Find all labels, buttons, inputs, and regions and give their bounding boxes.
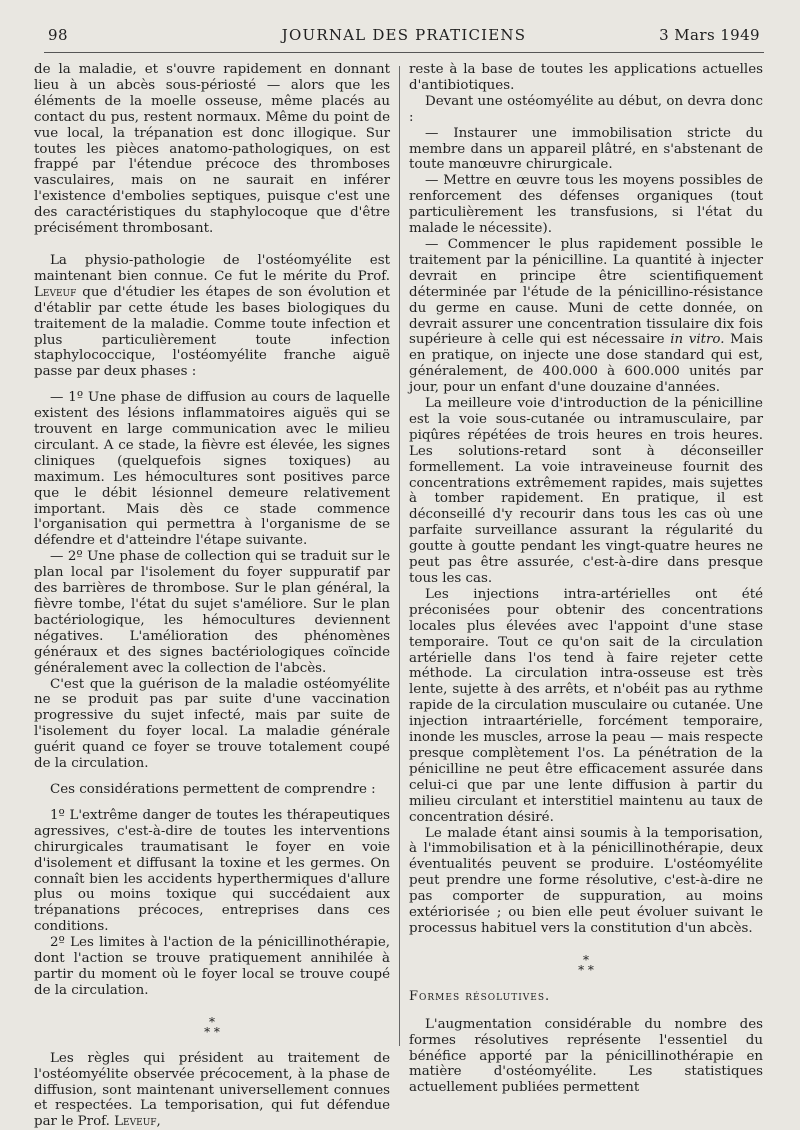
paragraph: Le malade étant ainsi soumis à la temporisation, à l'immobilisation et à la pénicillinothérapie, deux éventualités peuvent se produire. L'ostéomyélite peut prendre une forme résolutive, c'est-à-dire ne pas comporter de suppuration, au moins extériorisée ; ou bien elle peut évoluer suivant le processus habituel vers la constitution d'un abcès. [409, 825, 763, 936]
italic-term: in vitro. [670, 332, 725, 348]
paragraph: — Instaurer une immobilisation stricte du membre dans un appareil plâtré, en s'abstenant de toute manœuvre chirurgicale. [409, 125, 763, 173]
journal-title: JOURNAL DES PRATICIENS [281, 26, 527, 44]
paragraph: de la maladie, et s'ouvre rapidement en donnant lieu à un abcès sous-périosté — alors que les éléments de la moelle osseuse, même placés au contact du pus, restent normaux. Même du point de vue local, la trépanation est donc illogique. Sur toutes les pièces anatomo-pathologiques, on est frappé par l'étendue précoce des thromboses vasculaires, mais on ne saurait en inférer l'existence d'embolies septiques, puisque c'est une des caractéristiques du staphylocoque que d'être précisément thrombosant. [34, 62, 390, 237]
paragraph: reste à la base de toutes les applications actuelles d'antibiotiques. [409, 62, 763, 93]
author-name: Leveuf, [114, 1114, 161, 1130]
paragraph: Les règles qui président au traitement de l'ostéomyélite observée précocement, à la phase de diffusion, sont maintenant universellement connues et respectées. La temporisation, qui fut défendue par le Prof. Leveuf, [34, 1050, 390, 1130]
paragraph: La physio-pathologie de l'ostéomyélite est maintenant bien connue. Ce fut le mérite du Prof. Leveuf que d'étudier les étapes de son évolution et d'établir par cette étude les bases biologiques du traitement de la maladie. Comme toute infection et plus particulièrement toute infection staphylococcique, l'ostéomyélite franche aiguë passe par deux phases : [34, 252, 390, 380]
paragraph: — Mettre en œuvre tous les moyens possibles de renforcement des défenses organiques (tout particulièrement les transfusions, si l'état du malade le nécessite). [409, 173, 763, 237]
paragraph: Ces considérations permettent de comprendre : [50, 781, 376, 797]
paragraph: La meilleure voie d'introduction de la pénicilline est la voie sous-cutanée ou intramusculaire, par piqûres répétées de trois heures en trois heures. Les solutions-retard sont à déconseiller formellement. La voie intraveineuse fournit des concentrations extrêmement rapides, mais sujettes à tomber rapidement. En pratique, il est déconseillé d'y recourir dans tous les cas où une parfaite surveillance assurant la régularité du goutte à goutte pendant les vingt-quatre heures ne peut pas être assurée, c'est-à-dire dans presque tous les cas. [409, 396, 763, 586]
right-column [409, 62, 763, 1096]
left-column [34, 62, 390, 1130]
page-number: 98 [48, 26, 68, 44]
paragraph: — 2º Une phase de collection qui se traduit sur le plan local par l'isolement du foyer suppuratif par des barrières de thrombose. Sur le plan général, la fièvre tombe, l'état du sujet s'améliore. Sur le plan bactériologique, les hémocultures deviennent négatives. L'amélioration des phénomènes généraux et des signes bactériologiques coïncide généralement avec la collection de l'abcès. [34, 549, 390, 676]
paragraph: 1º L'extrême danger de toutes les thérapeutiques agressives, c'est-à-dire de toutes les interventions chirurgicales traumatisant le foyer en voie d'isolement et diffusant la toxine et les germes. On connaît bien les accidents hyperthermiques d'allure plus ou moins toxique qui succédaient aux trépanations précoces, entreprises dans ces conditions. [34, 807, 390, 935]
paragraph: — 1º Une phase de diffusion au cours de laquelle existent des lésions inflammatoires aiguës qui se trouvent en large communication avec le milieu circulant. A ce stade, la fièvre est élevée, les signes cliniques (quelquefois signes toxiques) au maximum. Les hémocultures sont positives parce que le débit lésionnel demeure relativement important. Mais dès ce stade commence l'organisation qui permettra à l'organisme de se défendre et d'atteindre l'étape suivante. [34, 390, 390, 549]
paragraph: C'est que la guérison de la maladie ostéomyélite ne se produit pas par suite d'une vaccination progressive du sujet infecté, mais par suite de l'isolement du foyer local. La maladie générale guérit quand ce foyer se trouve totalement coupé de la circulation. [34, 676, 390, 772]
section-heading: Formes résolutives. [409, 988, 551, 1004]
issue-date: 3 Mars 1949 [659, 26, 760, 44]
section-separator: * * * [204, 1014, 220, 1039]
column-divider [399, 66, 400, 1046]
section-separator: * * * [578, 952, 594, 977]
paragraph: Devant une ostéomyélite au début, on devra donc : [409, 93, 763, 125]
author-name: Leveuf [34, 284, 77, 300]
page-header [48, 26, 760, 48]
header-rule [44, 52, 764, 53]
paragraph: — Commencer le plus rapidement possible le traitement par la pénicilline. La quantité à injecter devrait en principe être scientifiquement déterminée par l'étude de la pénicillino-résistance du germe en cause. Muni de cette donnée, on devrait assurer une concentration tissulaire dix fois supérieure à celle qui est nécessaire in vitro. Mais en pratique, on injecte une dose standard qui est, généralement, de 400.000 à 600.000 unités par jour, pour un enfant d'une douzaine d'années. [409, 236, 763, 396]
paragraph: 2º Les limites à l'action de la pénicillinothérapie, dont l'action se trouve pratiquement annihilée à partir du moment où le foyer local se trouve coupé de la circulation. [34, 935, 390, 998]
paragraph: L'augmentation considérable du nombre des formes résolutives représente l'essentiel du bénéfice apporté par la pénicillinothérapie en matière d'ostéomyélite. Les statistiques actuellement publiées permettent [409, 1016, 763, 1096]
paragraph: Les injections intra-artérielles ont été préconisées pour obtenir des concentrations locales plus élevées avec l'appoint d'une stase temporaire. Tout ce qu'on sait de la circulation artérielle dans l'os tend à faire rejeter cette méthode. La circulation intra-osseuse est très lente, sujette à des arrêts, et n'obéit pas au rythme rapide de la circulation musculaire ou cutanée. Une injection intraartérielle, forcément temporaire, inonde les muscles, arrose la peau — mais respecte presque complètement l'os. La pénétration de la pénicilline ne peut être efficacement assurée dans celui-ci que par une lente diffusion à partir du milieu circulant et interstitiel maintenu au taux de concentration désiré. [409, 586, 763, 825]
